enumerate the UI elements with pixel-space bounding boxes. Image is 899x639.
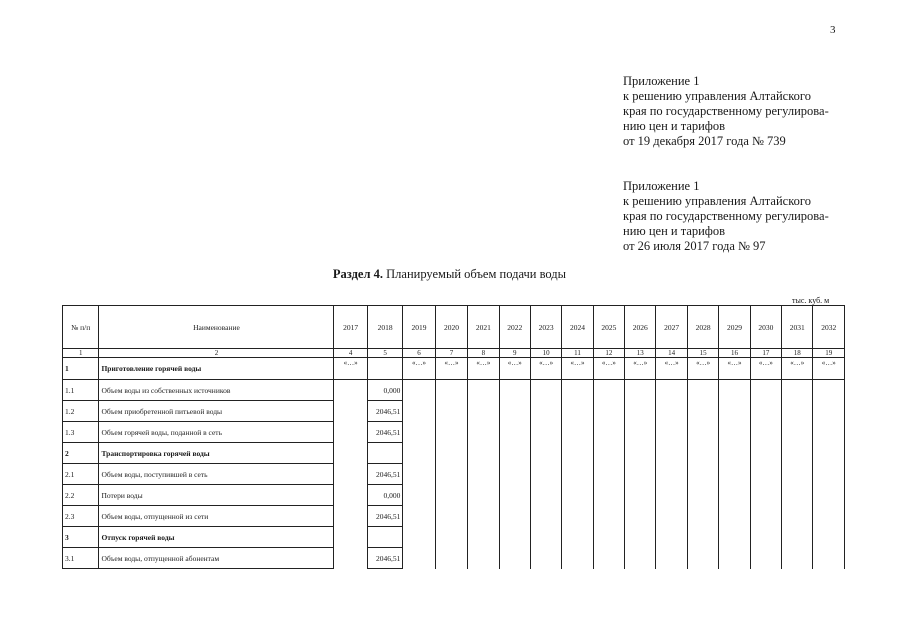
cell-2026	[625, 422, 656, 443]
cell-2028	[687, 485, 718, 506]
section-title	[0, 267, 899, 282]
cell-2027	[656, 485, 687, 506]
cell-2026	[625, 548, 656, 569]
cell-2018: 0,000	[367, 380, 402, 401]
cell-2020	[435, 380, 467, 401]
cell-2022	[499, 548, 530, 569]
cell-2023	[530, 527, 561, 548]
row-name: Объем воды, отпущенной из сети	[99, 506, 334, 527]
appendix-line: от 26 июля 2017 года № 97	[623, 239, 766, 253]
row-number: 1.2	[63, 401, 99, 422]
cell-2024	[562, 506, 593, 527]
table-row	[63, 401, 845, 422]
cell-2024	[562, 380, 593, 401]
appendix-line: нию цен и тарифов	[623, 119, 726, 133]
cell-2019	[403, 422, 435, 443]
cell-2027	[656, 380, 687, 401]
cell-2022: «…»	[499, 358, 530, 380]
cell-2023	[530, 422, 561, 443]
table-row	[63, 506, 845, 527]
table-row	[63, 548, 845, 569]
table-row	[63, 380, 845, 401]
cell-2026	[625, 485, 656, 506]
cell-2018: 2046,51	[367, 548, 402, 569]
column-index: 12	[593, 349, 624, 358]
header-year: 2019	[403, 306, 435, 349]
header-year: 2024	[562, 306, 593, 349]
column-index: 5	[367, 349, 402, 358]
cell-2025	[593, 485, 624, 506]
cell-2032	[813, 464, 845, 485]
cell-2032	[813, 548, 845, 569]
table-row	[63, 527, 845, 548]
cell-2019	[403, 548, 435, 569]
cell-2022	[499, 506, 530, 527]
cell-2017	[334, 485, 367, 506]
cell-2018: 2046,51	[367, 401, 402, 422]
cell-2017	[334, 443, 367, 464]
appendix-line: края по государственному регулирова-	[623, 209, 829, 223]
cell-2018	[367, 443, 402, 464]
cell-2024	[562, 443, 593, 464]
cell-2027	[656, 401, 687, 422]
cell-2021	[468, 443, 499, 464]
cell-2025	[593, 527, 624, 548]
row-number: 1.1	[63, 380, 99, 401]
cell-2020	[435, 485, 467, 506]
cell-2029: «…»	[719, 358, 750, 380]
column-index: 19	[813, 349, 845, 358]
cell-2030	[750, 485, 781, 506]
cell-2019: «…»	[403, 358, 435, 380]
column-index: 17	[750, 349, 781, 358]
cell-2018: 2046,51	[367, 422, 402, 443]
cell-2017	[334, 548, 367, 569]
column-index: 6	[403, 349, 435, 358]
cell-2017	[334, 380, 367, 401]
cell-2020	[435, 401, 467, 422]
table-row	[63, 422, 845, 443]
row-name: Объем воды, поступившей в сеть	[99, 464, 334, 485]
cell-2028	[687, 506, 718, 527]
cell-2029	[719, 380, 750, 401]
row-name: Потери воды	[99, 485, 334, 506]
cell-2032	[813, 443, 845, 464]
cell-2030	[750, 506, 781, 527]
appendix-line: к решению управления Алтайского	[623, 89, 811, 103]
cell-2023	[530, 380, 561, 401]
cell-2031	[782, 527, 813, 548]
cell-2028	[687, 464, 718, 485]
cell-2030	[750, 380, 781, 401]
cell-2030	[750, 548, 781, 569]
column-index: 1	[63, 349, 99, 358]
header-num: № п/п	[63, 306, 99, 349]
cell-2023	[530, 464, 561, 485]
cell-2029	[719, 422, 750, 443]
cell-2018	[367, 358, 402, 380]
cell-2030: «…»	[750, 358, 781, 380]
cell-2031	[782, 548, 813, 569]
cell-2023	[530, 548, 561, 569]
page-number: 3	[830, 24, 836, 36]
row-name: Объем воды из собственных источников	[99, 380, 334, 401]
column-index: 9	[499, 349, 530, 358]
cell-2018: 2046,51	[367, 464, 402, 485]
cell-2021	[468, 485, 499, 506]
cell-2019	[403, 506, 435, 527]
column-index: 11	[562, 349, 593, 358]
cell-2032	[813, 485, 845, 506]
appendix-line: к решению управления Алтайского	[623, 194, 811, 208]
cell-2024	[562, 548, 593, 569]
cell-2019	[403, 401, 435, 422]
cell-2021: «…»	[468, 358, 499, 380]
cell-2029	[719, 401, 750, 422]
cell-2025	[593, 548, 624, 569]
table-index-row	[63, 349, 845, 358]
cell-2027	[656, 527, 687, 548]
cell-2023: «…»	[530, 358, 561, 380]
cell-2020	[435, 548, 467, 569]
header-year: 2030	[750, 306, 781, 349]
header-year: 2025	[593, 306, 624, 349]
cell-2032	[813, 380, 845, 401]
cell-2030	[750, 464, 781, 485]
cell-2017	[334, 401, 367, 422]
cell-2031	[782, 443, 813, 464]
column-index: 2	[99, 349, 334, 358]
cell-2026: «…»	[625, 358, 656, 380]
cell-2024: «…»	[562, 358, 593, 380]
cell-2022	[499, 443, 530, 464]
cell-2024	[562, 527, 593, 548]
cell-2032	[813, 527, 845, 548]
cell-2025	[593, 506, 624, 527]
cell-2028	[687, 548, 718, 569]
cell-2018: 2046,51	[367, 506, 402, 527]
cell-2024	[562, 464, 593, 485]
cell-2019	[403, 464, 435, 485]
cell-2026	[625, 464, 656, 485]
header-year: 2017	[334, 306, 367, 349]
column-index: 4	[334, 349, 367, 358]
column-index: 16	[719, 349, 750, 358]
appendix-line: нию цен и тарифов	[623, 224, 726, 238]
units-label: тыс. куб. м	[792, 296, 830, 305]
cell-2018	[367, 527, 402, 548]
cell-2032	[813, 506, 845, 527]
cell-2025	[593, 464, 624, 485]
column-index: 10	[530, 349, 561, 358]
cell-2022	[499, 464, 530, 485]
cell-2028	[687, 401, 718, 422]
cell-2031	[782, 422, 813, 443]
cell-2020	[435, 464, 467, 485]
cell-2029	[719, 485, 750, 506]
water-supply-table	[62, 305, 845, 569]
cell-2020	[435, 506, 467, 527]
cell-2029	[719, 527, 750, 548]
cell-2028	[687, 422, 718, 443]
cell-2021	[468, 464, 499, 485]
cell-2028: «…»	[687, 358, 718, 380]
cell-2022	[499, 527, 530, 548]
cell-2023	[530, 506, 561, 527]
cell-2023	[530, 485, 561, 506]
cell-2026	[625, 401, 656, 422]
cell-2029	[719, 464, 750, 485]
column-index: 14	[656, 349, 687, 358]
header-year: 2018	[367, 306, 402, 349]
cell-2025: «…»	[593, 358, 624, 380]
appendix-line: Приложение 1	[623, 179, 700, 193]
cell-2028	[687, 380, 718, 401]
cell-2027	[656, 443, 687, 464]
cell-2017	[334, 527, 367, 548]
cell-2025	[593, 401, 624, 422]
cell-2021	[468, 422, 499, 443]
table-row	[63, 358, 845, 380]
cell-2031	[782, 485, 813, 506]
cell-2021	[468, 548, 499, 569]
cell-2022	[499, 380, 530, 401]
header-year: 2023	[530, 306, 561, 349]
cell-2028	[687, 527, 718, 548]
cell-2019	[403, 380, 435, 401]
cell-2031: «…»	[782, 358, 813, 380]
header-year: 2026	[625, 306, 656, 349]
cell-2030	[750, 401, 781, 422]
cell-2023	[530, 401, 561, 422]
cell-2024	[562, 485, 593, 506]
row-number: 2.3	[63, 506, 99, 527]
column-index: 15	[687, 349, 718, 358]
appendix-line: от 19 декабря 2017 года № 739	[623, 134, 786, 148]
cell-2027	[656, 422, 687, 443]
cell-2021	[468, 380, 499, 401]
column-index: 18	[782, 349, 813, 358]
header-year: 2032	[813, 306, 845, 349]
section-heading: Планируемый объем подачи воды	[383, 267, 567, 281]
cell-2025	[593, 443, 624, 464]
table-row	[63, 464, 845, 485]
cell-2026	[625, 443, 656, 464]
cell-2029	[719, 443, 750, 464]
cell-2027	[656, 464, 687, 485]
row-number: 3.1	[63, 548, 99, 569]
header-year: 2031	[782, 306, 813, 349]
row-number: 3	[63, 527, 99, 548]
cell-2029	[719, 548, 750, 569]
cell-2022	[499, 401, 530, 422]
cell-2021	[468, 506, 499, 527]
cell-2027	[656, 506, 687, 527]
section-number: Раздел 4.	[332, 267, 383, 281]
header-year: 2022	[499, 306, 530, 349]
cell-2031	[782, 506, 813, 527]
cell-2020	[435, 527, 467, 548]
cell-2026	[625, 380, 656, 401]
header-name: Наименование	[99, 306, 334, 349]
cell-2019	[403, 527, 435, 548]
cell-2025	[593, 422, 624, 443]
cell-2019	[403, 443, 435, 464]
table-row	[63, 443, 845, 464]
row-name: Приготовление горячей воды	[99, 358, 334, 380]
header-year: 2020	[435, 306, 467, 349]
cell-2032	[813, 422, 845, 443]
table-header-row	[63, 306, 845, 349]
cell-2029	[719, 506, 750, 527]
row-number: 2.1	[63, 464, 99, 485]
row-name: Транспортировка горячей воды	[99, 443, 334, 464]
cell-2028	[687, 443, 718, 464]
cell-2017: «…»	[334, 358, 367, 380]
cell-2020: «…»	[435, 358, 467, 380]
table-row	[63, 485, 845, 506]
cell-2024	[562, 401, 593, 422]
row-number: 1.3	[63, 422, 99, 443]
cell-2017	[334, 464, 367, 485]
appendix-note-current	[623, 74, 829, 149]
cell-2022	[499, 422, 530, 443]
cell-2026	[625, 506, 656, 527]
appendix-line: Приложение 1	[623, 74, 700, 88]
cell-2022	[499, 485, 530, 506]
cell-2023	[530, 443, 561, 464]
cell-2031	[782, 401, 813, 422]
appendix-line: края по государственному регулирова-	[623, 104, 829, 118]
cell-2032: «…»	[813, 358, 845, 380]
row-name: Объем приобретенной питьевой воды	[99, 401, 334, 422]
row-name: Объем горячей воды, поданной в сеть	[99, 422, 334, 443]
row-number: 2.2	[63, 485, 99, 506]
header-year: 2021	[468, 306, 499, 349]
column-index: 7	[435, 349, 467, 358]
cell-2031	[782, 464, 813, 485]
cell-2027: «…»	[656, 358, 687, 380]
row-name: Отпуск горячей воды	[99, 527, 334, 548]
header-year: 2029	[719, 306, 750, 349]
cell-2025	[593, 380, 624, 401]
cell-2026	[625, 527, 656, 548]
header-year: 2027	[656, 306, 687, 349]
cell-2020	[435, 422, 467, 443]
cell-2024	[562, 422, 593, 443]
header-year: 2028	[687, 306, 718, 349]
column-index: 8	[468, 349, 499, 358]
cell-2027	[656, 548, 687, 569]
row-number: 2	[63, 443, 99, 464]
cell-2030	[750, 443, 781, 464]
appendix-note-original	[623, 179, 829, 254]
cell-2017	[334, 422, 367, 443]
cell-2031	[782, 380, 813, 401]
cell-2030	[750, 527, 781, 548]
cell-2018: 0,000	[367, 485, 402, 506]
cell-2021	[468, 527, 499, 548]
cell-2032	[813, 401, 845, 422]
cell-2017	[334, 506, 367, 527]
cell-2019	[403, 485, 435, 506]
row-number: 1	[63, 358, 99, 380]
row-name: Объем воды, отпущенной абонентам	[99, 548, 334, 569]
column-index: 13	[625, 349, 656, 358]
cell-2030	[750, 422, 781, 443]
cell-2020	[435, 443, 467, 464]
cell-2021	[468, 401, 499, 422]
